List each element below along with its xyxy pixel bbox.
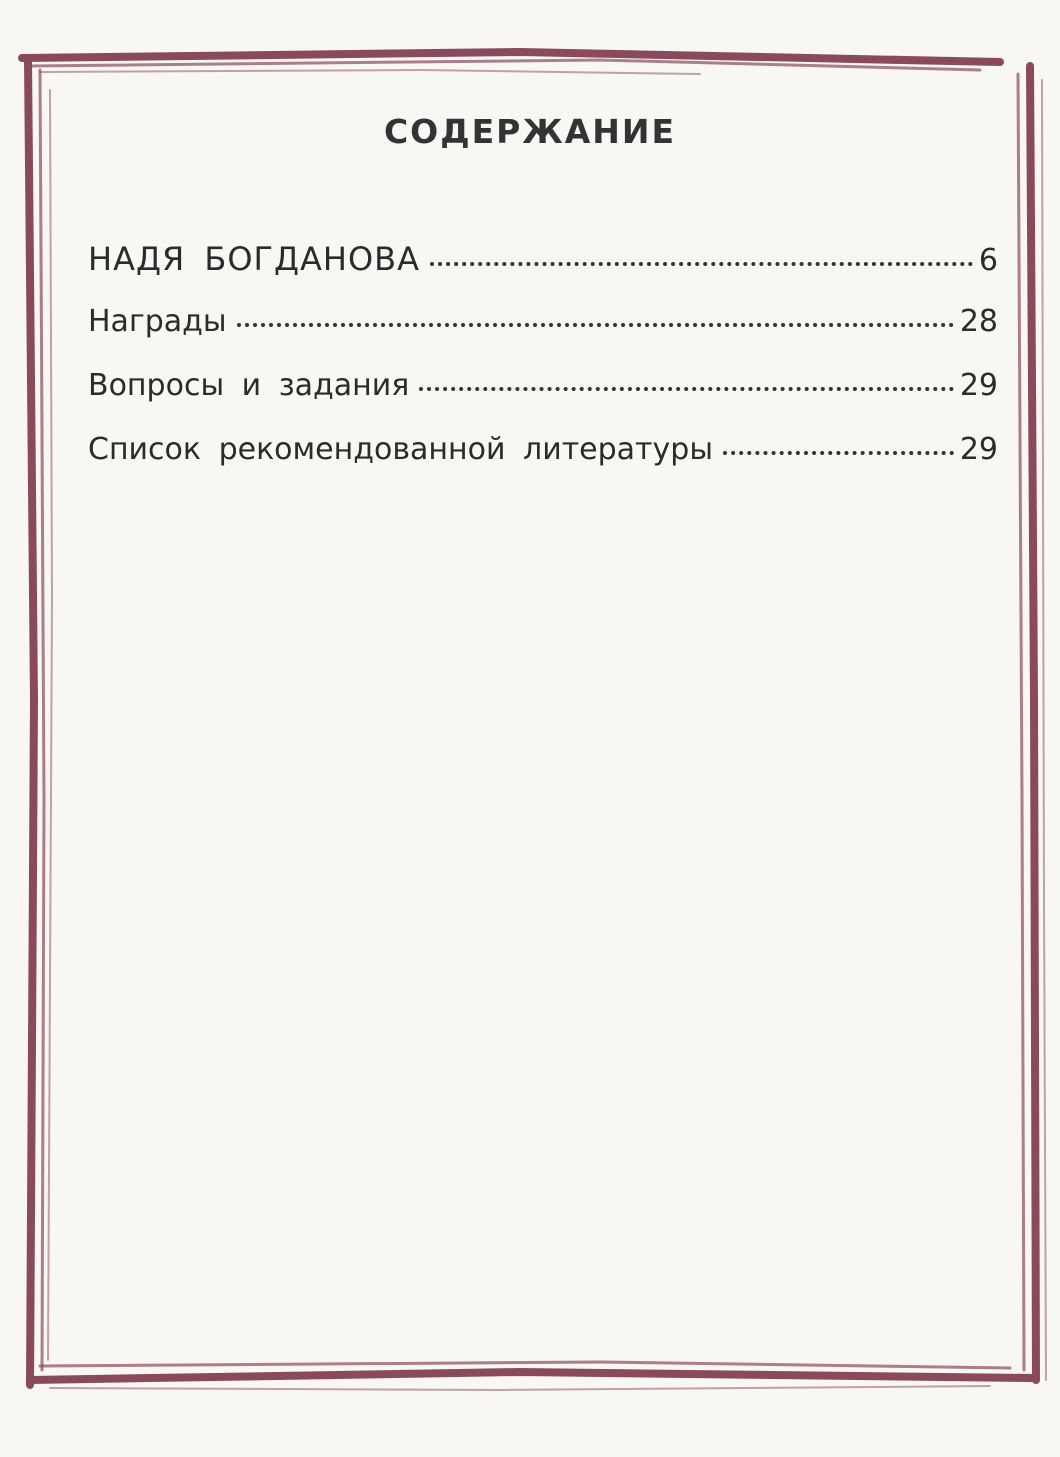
toc-entry-label: НАДЯ БОГДАНОВА [88, 240, 420, 278]
toc-entry-label: Вопросы и задания [88, 368, 410, 403]
toc-entry-page: 29 [959, 432, 998, 467]
toc-entry[interactable] [88, 304, 998, 368]
table-of-contents [88, 240, 998, 496]
toc-entry-page: 6 [978, 243, 998, 278]
toc-entry[interactable] [88, 240, 998, 304]
dot-leader [237, 323, 954, 327]
toc-entry-page: 28 [959, 304, 998, 339]
toc-entry-page: 29 [959, 368, 998, 403]
toc-entry-label: Список рекомендованной литературы [88, 432, 714, 467]
page-title: СОДЕРЖАНИЕ [383, 112, 677, 151]
dot-leader [723, 451, 954, 455]
toc-entry-label: Награды [88, 304, 227, 339]
dot-leader [430, 262, 973, 266]
toc-entry[interactable] [88, 368, 998, 432]
toc-entry[interactable] [88, 432, 998, 496]
dot-leader [419, 387, 953, 391]
